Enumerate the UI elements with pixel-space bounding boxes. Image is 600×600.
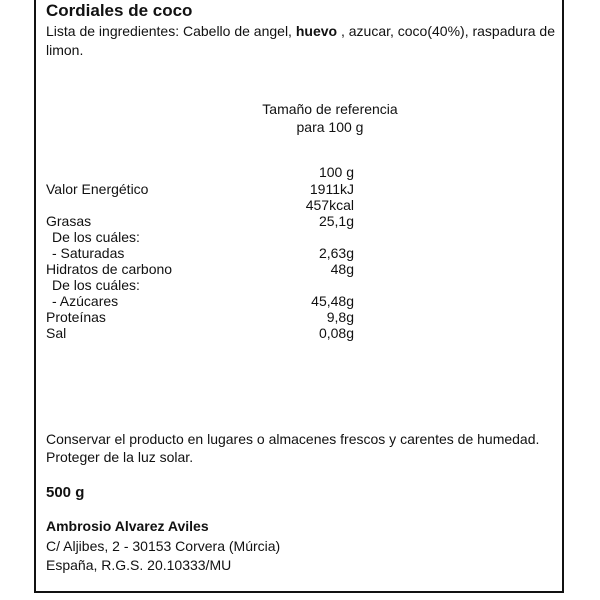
nutrition-value: 45,48g (311, 293, 354, 309)
nutrition-label: De los cuáles: (52, 229, 140, 245)
reference-size-line1: Tamaño de referencia (262, 101, 398, 117)
nutrition-label: Hidratos de carbono (46, 261, 173, 277)
ingredients-suffix: , azucar, coco(40%), raspadura de limon. (46, 23, 555, 58)
nutrition-value: 25,1g (318, 213, 354, 229)
nutrition-label: Valor Energético (46, 181, 149, 197)
producer-address: C/ Aljibes, 2 - 30153 Corvera (Múrcia) (46, 538, 281, 554)
storage-instructions: Conservar el producto en lugares o almacenes frescos y carentes de humedad. Proteger de la luz solar. (46, 431, 540, 465)
nutrition-value: 457kcal (305, 197, 354, 213)
producer-registry: España, R.G.S. 20.10333/MU (46, 557, 232, 573)
nutrition-label: - Saturadas (52, 245, 125, 261)
nutrition-value: 2,63g (318, 245, 354, 261)
nutrition-value: 48g (330, 261, 354, 277)
nutrition-value: 9,8g (326, 309, 354, 325)
ingredients-prefix: Lista de ingredientes: Cabello de angel, (46, 23, 296, 39)
nutrition-value: 0,08g (318, 325, 354, 341)
producer-name: Ambrosio Alvarez Aviles (46, 518, 209, 534)
ingredients-allergen: huevo (295, 23, 338, 39)
net-weight: 500 g (46, 484, 85, 501)
nutrition-per-header: 100 g (318, 164, 354, 180)
product-title: Cordiales de coco (46, 1, 193, 20)
nutrition-label: Grasas (46, 213, 92, 229)
nutrition-label: Proteínas (46, 309, 106, 325)
nutrition-label: Sal (46, 325, 67, 341)
reference-size-line2: para 100 g (296, 119, 364, 135)
ingredients-list (46, 22, 556, 60)
nutrition-value: 1911kJ (309, 181, 354, 197)
nutrition-label: - Azúcares (52, 293, 119, 309)
nutrition-label: De los cuáles: (52, 277, 140, 293)
